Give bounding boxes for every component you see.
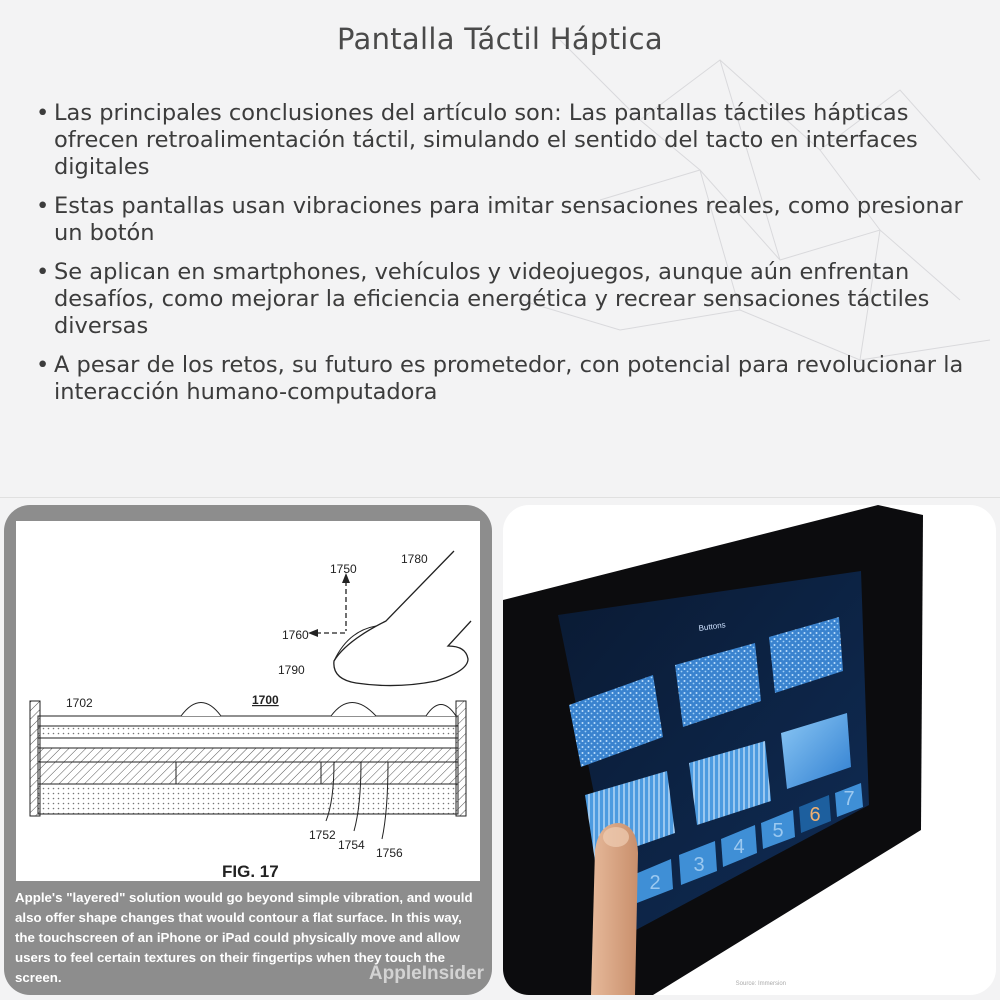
bullet-text: Se aplican en smartphones, vehículos y videojuegos, aunque aún enfrentan desafíos, como mejorar la eficiencia energética y recrear sensaciones táctiles diversas (54, 259, 930, 339)
ref-label: 1750 (330, 562, 357, 576)
number-key-label: 2 (649, 872, 661, 894)
ref-label: 1752 (309, 828, 336, 842)
figure-label: FIG. 17 (222, 862, 279, 881)
bullet-dot: • (36, 100, 50, 126)
screen-title: Buttons (698, 620, 727, 633)
number-key-label: 6 (809, 804, 821, 826)
bullet-dot: • (36, 259, 50, 285)
patent-caption: Apple's "layered" solution would go beyond simple vibration, and would also offer shape changes that would contour a flat surface. In this way, the touchscreen of an iPhone or iPad could physically move and allow users to feel certain textures on their fingertips when they touch the screen. (15, 890, 473, 985)
list-item (34, 100, 969, 181)
list-item (34, 352, 969, 406)
finger (591, 823, 638, 995)
number-key-label: 7 (843, 788, 855, 810)
list-item (34, 193, 969, 247)
appleinsider-watermark: AppleInsider (368, 963, 484, 984)
bullet-dot: • (36, 193, 50, 219)
section-divider (0, 497, 1000, 498)
bullet-dot: • (36, 352, 50, 378)
ref-label: 1702 (66, 696, 93, 710)
haptic-tablet-photo (503, 505, 996, 995)
photo-credit: Source: Immersion (735, 981, 786, 987)
ref-label: 1790 (278, 663, 305, 677)
bullet-text: A pesar de los retos, su futuro es prometedor, con potencial para revolucionar la interacción humano-computadora (54, 352, 964, 405)
number-key-label: 4 (733, 836, 745, 858)
ref-label: 1754 (338, 838, 365, 852)
list-item (34, 259, 969, 340)
page-title: Pantalla Táctil Háptica (337, 22, 663, 56)
number-key-label: 5 (772, 820, 784, 842)
ref-label: 1756 (376, 846, 403, 860)
tablet-illustration (503, 505, 996, 995)
number-key-label: 3 (693, 854, 705, 876)
patent-figure-image (4, 505, 492, 995)
bullet-text: Estas pantallas usan vibraciones para imitar sensaciones reales, como presionar un botón (54, 193, 963, 246)
ref-label: 1760 (282, 628, 309, 642)
ref-label: 1780 (401, 552, 428, 566)
bullet-list (34, 100, 969, 418)
bullet-text: Las principales conclusiones del artículo son: Las pantallas táctiles hápticas ofrecen retroalimentación táctil, simulando el sentido del tacto en interfaces digitales (54, 100, 918, 180)
patent-drawing (16, 521, 480, 881)
ref-label: 1700 (252, 693, 279, 707)
